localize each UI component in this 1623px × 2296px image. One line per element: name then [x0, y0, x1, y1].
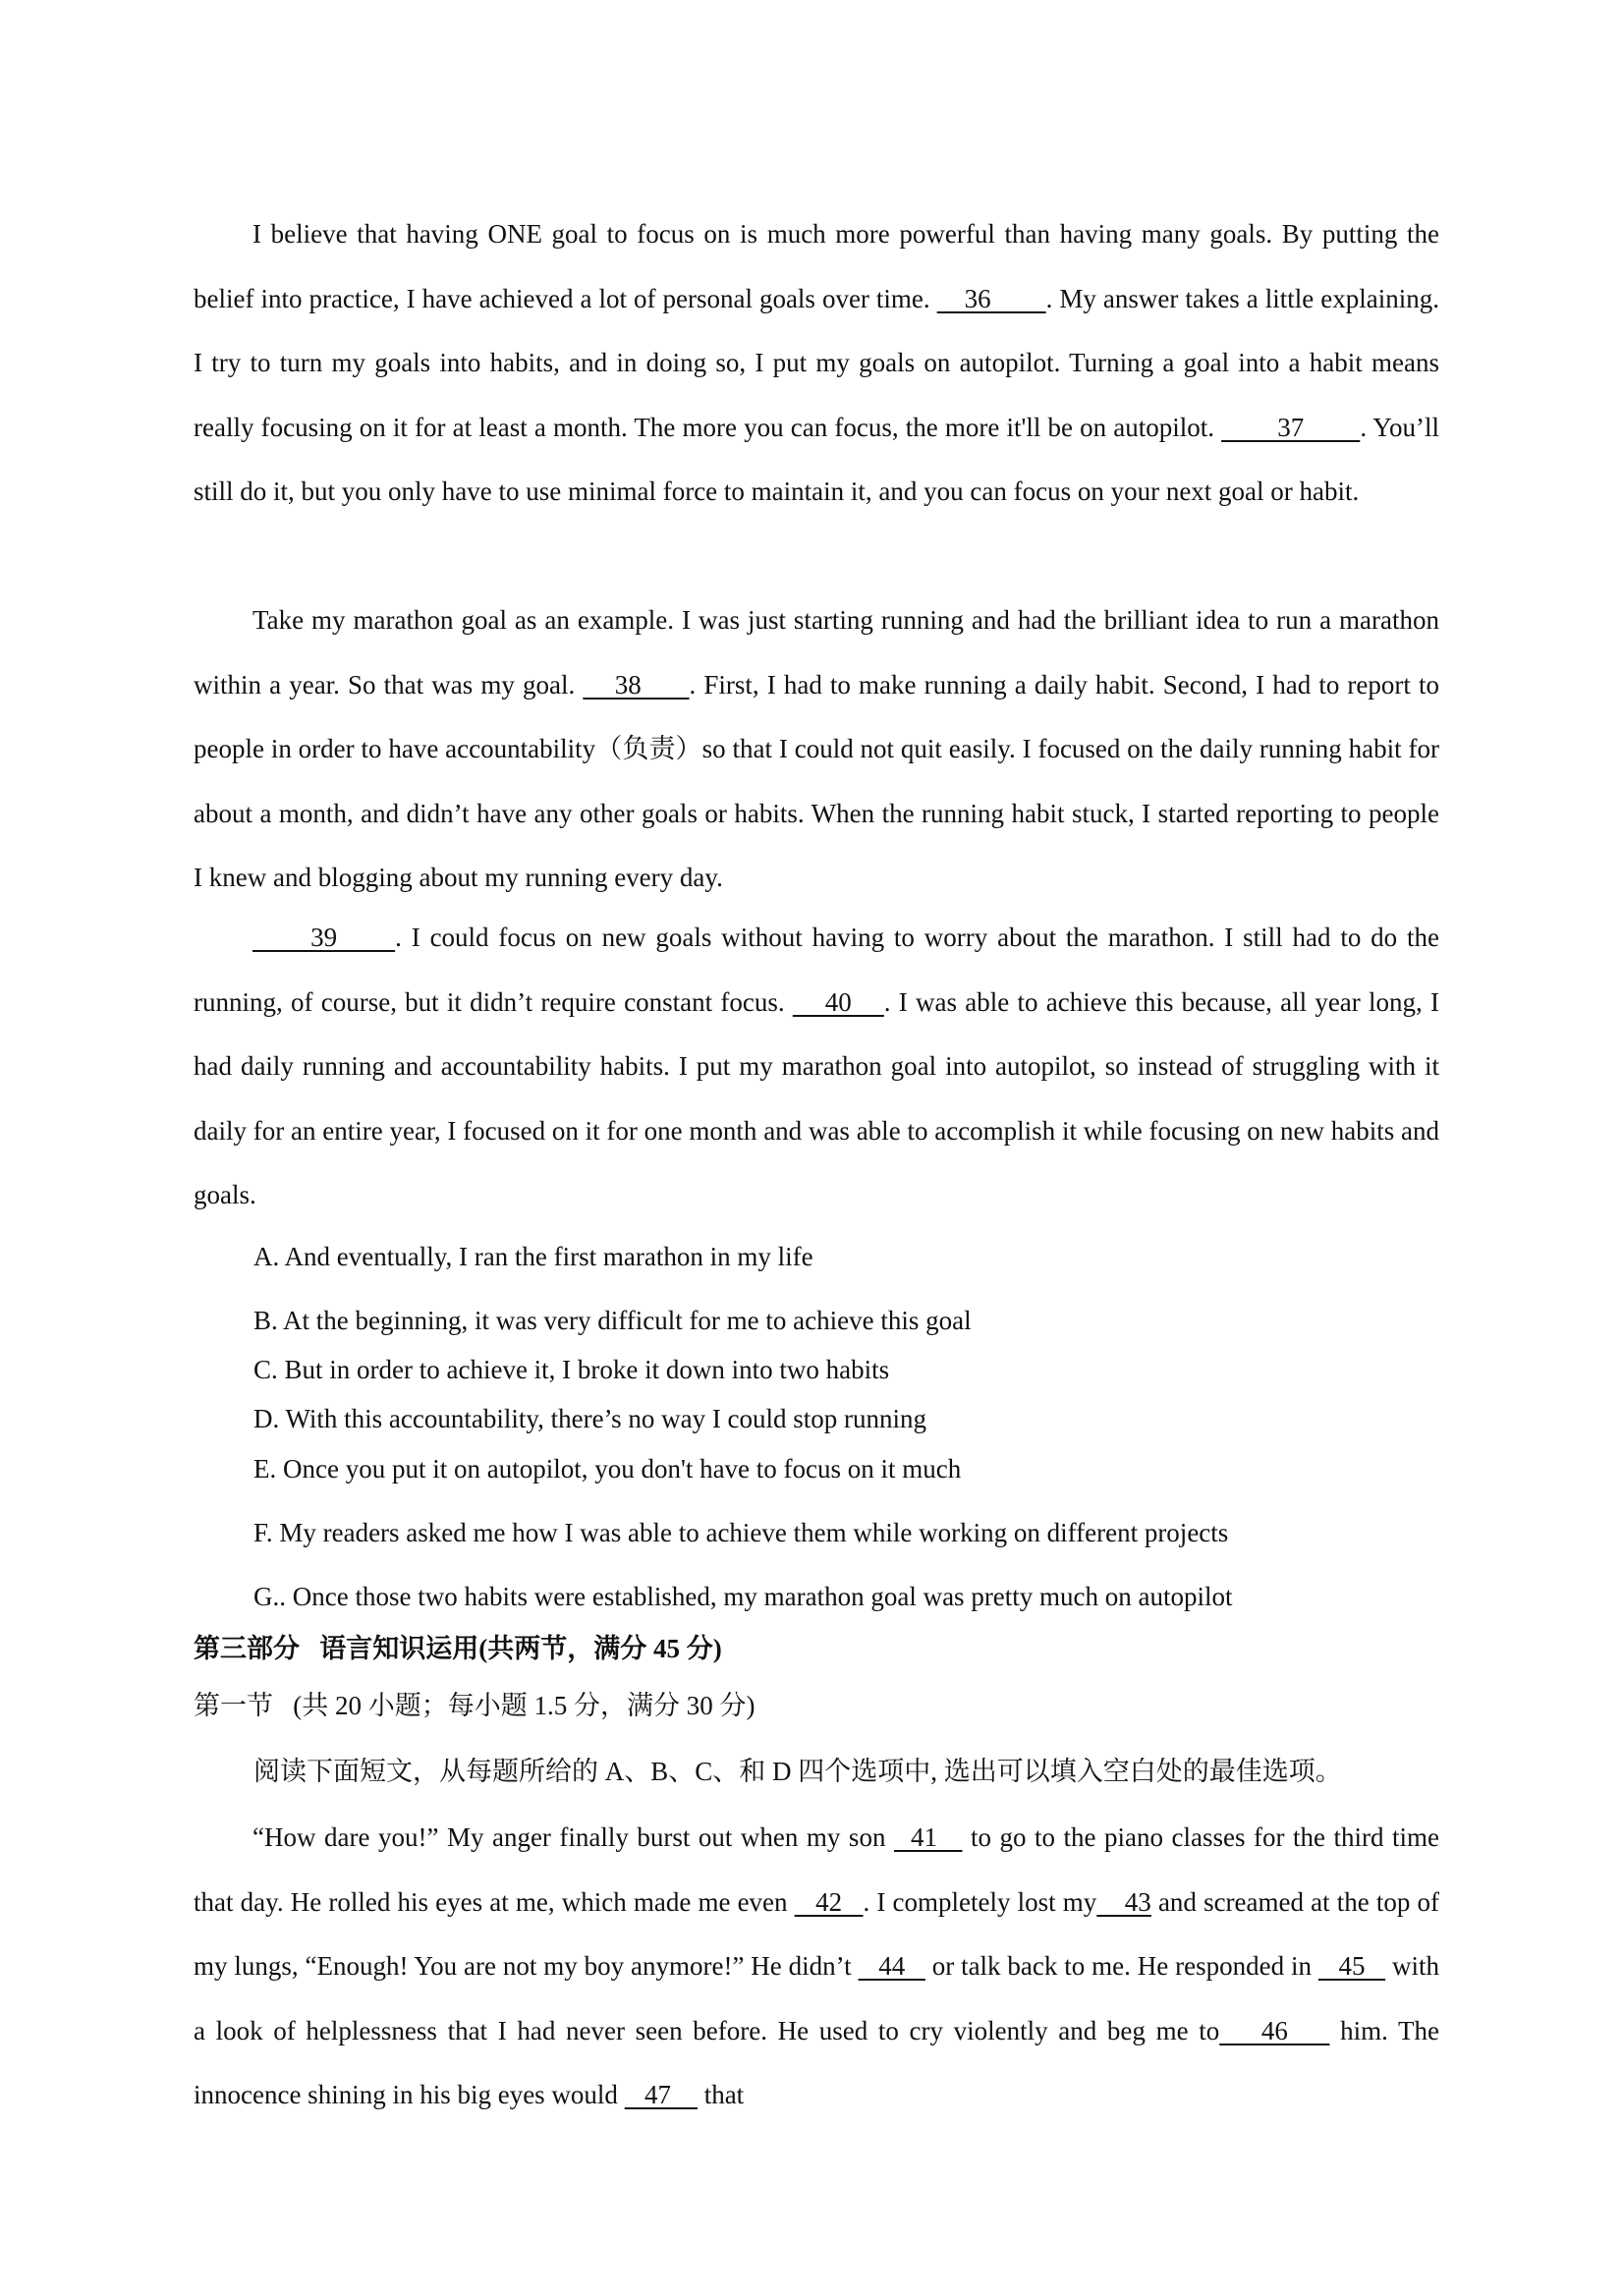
- text-run: and screamed at the top of my lungs, “Enough! You are not my boy anymore!” He didn’t: [194, 1886, 1440, 1981]
- blank-37: 37: [1221, 412, 1361, 442]
- option-e: E. Once you put it on autopilot, you don't have to focus on it much: [253, 1454, 962, 1484]
- blank-38: 38: [583, 669, 690, 700]
- text-run: I believe that having ONE goal to focus on is much more powerful than having many goals. By putting the belief into practice, I have achieved a lot of personal goals over time.: [194, 219, 1439, 313]
- text-run: to go to the piano classes for the third time that day. He rolled his eyes at me, which made me even: [194, 1822, 1439, 1917]
- passage1-paragraph2: [194, 588, 1439, 911]
- blank-45: 45: [1317, 1951, 1386, 1981]
- blank-41: 41: [893, 1822, 963, 1852]
- option-d: D. With this accountability, there’s no way I could stop running: [253, 1404, 927, 1433]
- text-run: that: [697, 2080, 745, 2109]
- passage1-paragraph1: [194, 202, 1439, 525]
- text-run: . My answer takes a little explaining. I try to turn my goals into habits, and in doing so, I put my goals on autopilot. Turning a goal into a habit means really focusing on it for at least a month. The more you can focus, the more it'll be on autopilot.: [194, 283, 1440, 442]
- text-run: . I completely lost my: [863, 1886, 1097, 1917]
- part3-heading: 第三部分 语言知识运用(共两节，满分 45 分): [194, 1634, 722, 1663]
- option-c: C. But in order to achieve it, I broke it down into two habits: [253, 1355, 890, 1384]
- blank-39: 39: [252, 923, 396, 952]
- blank-42: 42: [794, 1886, 864, 1917]
- blank-36: 36: [936, 283, 1046, 313]
- text-run: “How dare you!” My anger finally burst out when my son: [252, 1822, 894, 1852]
- text-run: . You’ll still do it, but you only have to use minimal force to maintain it, and you can focus on your next goal or habit.: [194, 412, 1439, 506]
- blank-40: 40: [792, 986, 884, 1017]
- text-run: . I was able to achieve this because, all year long, I had daily running and accountability habits. I put my marathon goal into autopilot, so instead of struggling with it daily for an entire year, I focused on it for one month and was able to accomplish it while focusing on new habits and goals.: [194, 986, 1440, 1209]
- option-b: B. At the beginning, it was very difficult for me to achieve this goal: [253, 1306, 972, 1335]
- passage1-paragraph3: [194, 906, 1439, 1228]
- section1-heading: 第一节 (共 20 小题；每小题 1.5 分，满分 30 分): [194, 1691, 756, 1720]
- text-run: Take my marathon goal as an example. I was just starting running and had the brilliant idea to run a marathon within a year. So that was my goal.: [194, 605, 1439, 700]
- text-run: or talk back to me. He responded in: [924, 1951, 1318, 1981]
- option-f: F. My readers asked me how I was able to achieve them while working on different projects: [253, 1518, 1229, 1547]
- blank-47: 47: [624, 2080, 698, 2109]
- text-run: him. The innocence shining in his big eyes would: [194, 2015, 1440, 2109]
- blank-44: 44: [858, 1951, 925, 1981]
- blank-46: 46: [1219, 2015, 1330, 2045]
- option-a: A. And eventually, I ran the first marathon in my life: [253, 1242, 813, 1271]
- text-run: . First, I had to make running a daily habit. Second, I had to report to people in order to have accountability（负责）so that I could not quit easily. I focused on the daily running habit for about a month, and didn’t have any other goals or habits. When the running habit stuck, I started reporting to people I knew and blogging about my running every day.: [194, 669, 1440, 892]
- passage2-paragraph: [194, 1806, 1439, 2128]
- text-run: with a look of helplessness that I had never seen before. He used to cry violently and beg me to: [194, 1951, 1440, 2045]
- text-run: . I could focus on new goals without having to worry about the marathon. I still had to do the running, of course, but it didn’t require constant focus.: [194, 923, 1440, 1017]
- blank-43: 43: [1096, 1886, 1151, 1917]
- section1-instruction: 阅读下面短文，从每题所给的 A、B、C、和 D 四个选项中, 选出可以填入空白处的最佳选项。: [253, 1757, 1342, 1786]
- option-g: G.. Once those two habits were established, my marathon goal was pretty much on autopilot: [253, 1582, 1233, 1611]
